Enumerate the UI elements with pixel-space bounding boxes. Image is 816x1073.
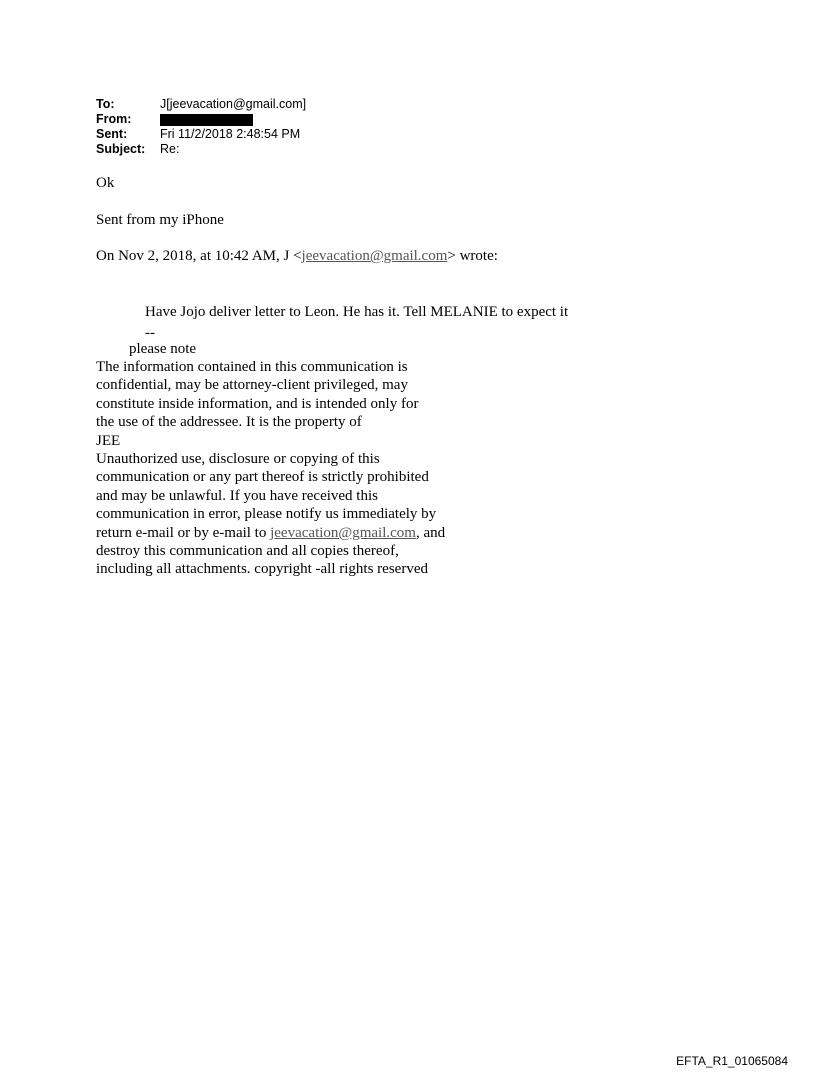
disclaimer-line: destroy this communication and all copies thereof, <box>96 543 399 560</box>
sent-label: Sent: <box>96 127 128 141</box>
disclaimer-line: communication in error, please notify us immediately by <box>96 506 437 523</box>
quote-intro-prefix: On Nov 2, 2018, at 10:42 AM, J < <box>96 248 302 264</box>
subject-value: Re: <box>160 142 180 156</box>
subject-row <box>96 142 306 157</box>
quote-intro-email-link[interactable]: jeevacation@gmail.com <box>301 248 448 264</box>
please-note: please note <box>129 341 197 357</box>
disclaimer-line: communication or any part thereof is strictly prohibited <box>96 469 429 486</box>
to-label: To: <box>96 97 115 111</box>
disclaimer-line-prefix: return e-mail or by e-mail to <box>96 524 271 541</box>
quote-intro-suffix: > wrote: <box>447 248 498 264</box>
email-header <box>96 97 306 157</box>
sent-value: Fri 11/2/2018 2:48:54 PM <box>160 127 301 141</box>
sent-row <box>96 127 306 142</box>
disclaimer-line: Unauthorized use, disclosure or copying of this <box>96 451 380 468</box>
to-value: J[jeevacation@gmail.com] <box>160 97 307 111</box>
disclaimer-line: confidential, may be attorney-client privileged, may <box>96 377 408 394</box>
signature-text: Sent from my iPhone <box>96 212 224 228</box>
disclaimer-line: The information contained in this communication is <box>96 359 408 375</box>
to-row <box>96 97 306 112</box>
from-row <box>96 112 306 127</box>
disclaimer-line-suffix: , and <box>415 524 446 541</box>
redaction-box <box>160 114 253 126</box>
from-label: From: <box>96 112 132 126</box>
from-value-redacted <box>160 112 253 127</box>
disclaimer-email-link[interactable]: jeevacation@gmail.com <box>270 524 416 541</box>
disclaimer-line: constitute inside information, and is intended only for <box>96 395 419 412</box>
quoted-separator: -- <box>145 325 155 341</box>
disclaimer-line: and may be unlawful. If you have received this <box>96 487 378 504</box>
disclaimer-line: the use of the addressee. It is the property of <box>96 414 362 431</box>
disclaimer-line <box>96 524 445 542</box>
disclaimer-line: including all attachments. copyright -all rights reserved <box>96 561 428 578</box>
subject-label: Subject: <box>96 142 146 156</box>
disclaimer-line: JEE <box>96 432 121 449</box>
quote-intro <box>96 247 498 265</box>
document-id: EFTA_R1_01065084 <box>676 1054 788 1068</box>
quoted-message: Have Jojo deliver letter to Leon. He has it. Tell MELANIE to expect it <box>145 304 569 320</box>
disclaimer <box>96 358 445 579</box>
reply-text: Ok <box>96 175 115 191</box>
